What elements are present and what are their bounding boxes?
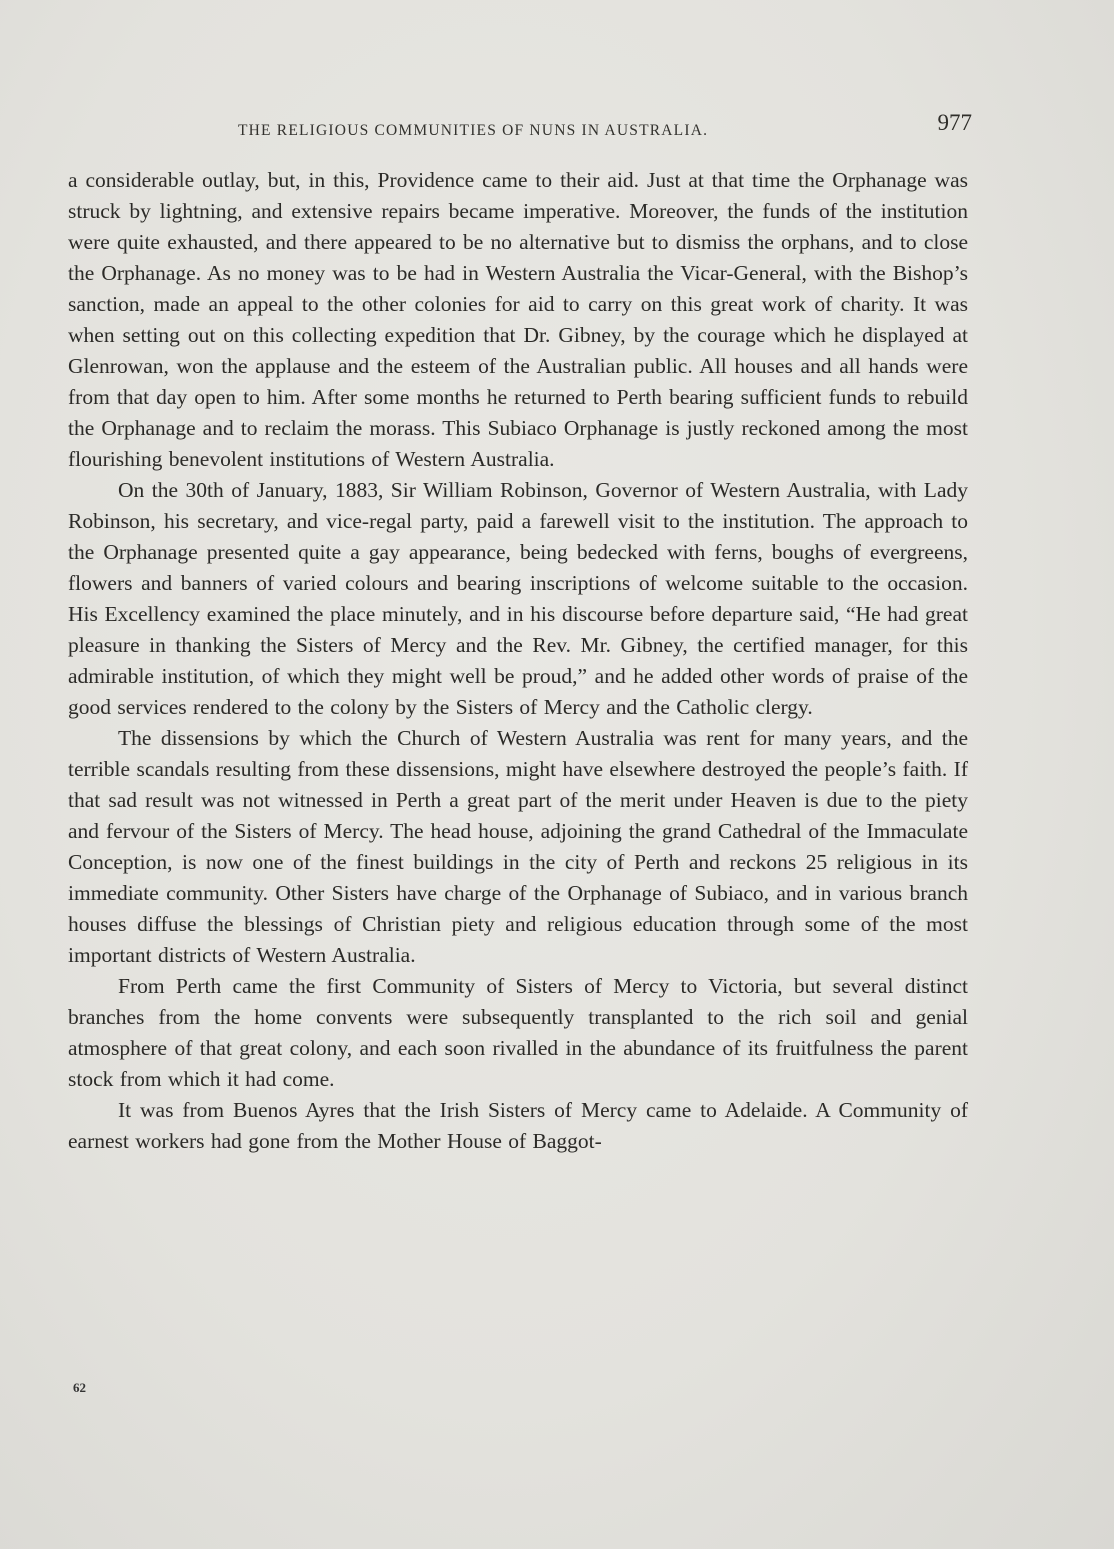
paragraph: It was from Buenos Ayres that the Irish Sisters of Mercy came to Adelaide. A Community of earnest workers had gone from the Mother House of Baggot- xyxy=(68,1098,968,1153)
running-head: THE RELIGIOUS COMMUNITIES OF NUNS IN AUSTRALIA. xyxy=(238,122,709,139)
paragraph: The dissensions by which the Church of Western Australia was rent for many years, and the terrible scandals resulting from these dissensions, might have elsewhere destroyed the people’s faith. If that sad result was not witnessed in Perth a great part of the merit under Heaven is due to the piety and fervour of the Sisters of Mercy. The head house, adjoining the grand Cathedral of the Immaculate Conception, is now one of the finest buildings in the city of Perth and reckons 25 religious in its immediate community. Other Sisters have charge of the Orphanage of Subiaco, and in various branch houses diffuse the blessings of Christian piety and religious education through some of the most important districts of Western Australia. xyxy=(68,726,968,967)
body-text xyxy=(68,165,968,1157)
paragraph: a considerable outlay, but, in this, Providence came to their aid. Just at that time the Orphanage was struck by lightning, and extensive repairs became imperative. Moreover, the funds of the institution were quite exhausted, and there appeared to be no alternative but to dismiss the orphans, and to close the Orphanage. As no money was to be had in Western Australia the Vicar-General, with the Bishop’s sanction, made an appeal to the other colonies for aid to carry on this great work of charity. It was when setting out on this collecting expedition that Dr. Gibney, by the courage which he displayed at Glenrowan, won the applause and the esteem of the Australian public. All houses and all hands were from that day open to him. After some months he returned to Perth bearing sufficient funds to rebuild the Orphanage and to reclaim the morass. This Subiaco Orphanage is justly reckoned among the most flourishing benevolent institutions of Western Australia. xyxy=(68,168,968,471)
page-header xyxy=(68,110,972,144)
signature-mark: 62 xyxy=(73,1380,86,1395)
paragraph: On the 30th of January, 1883, Sir William Robinson, Governor of Western Australia, with Lady Robinson, his secretary, and vice-regal party, paid a farewell visit to the institution. The approach to the Orphanage presented quite a gay appearance, being bedecked with ferns, boughs of evergreens, flowers and banners of varied colours and bearing inscriptions of welcome suitable to the occasion. His Excellency examined the place minutely, and in his discourse before departure said, “He had great pleasure in thanking the Sisters of Mercy and the Rev. Mr. Gibney, the certified manager, for this admirable institution, of which they might well be proud,” and he added other words of praise of the good services rendered to the colony by the Sisters of Mercy and the Catholic clergy. xyxy=(68,478,968,719)
paragraph: From Perth came the first Community of Sisters of Mercy to Victoria, but several distinct branches from the home convents were subsequently transplanted to the rich soil and genial atmosphere of that great colony, and each soon rivalled in the abundance of its fruitfulness the parent stock from which it had come. xyxy=(68,974,968,1091)
page-number: 977 xyxy=(937,110,972,135)
